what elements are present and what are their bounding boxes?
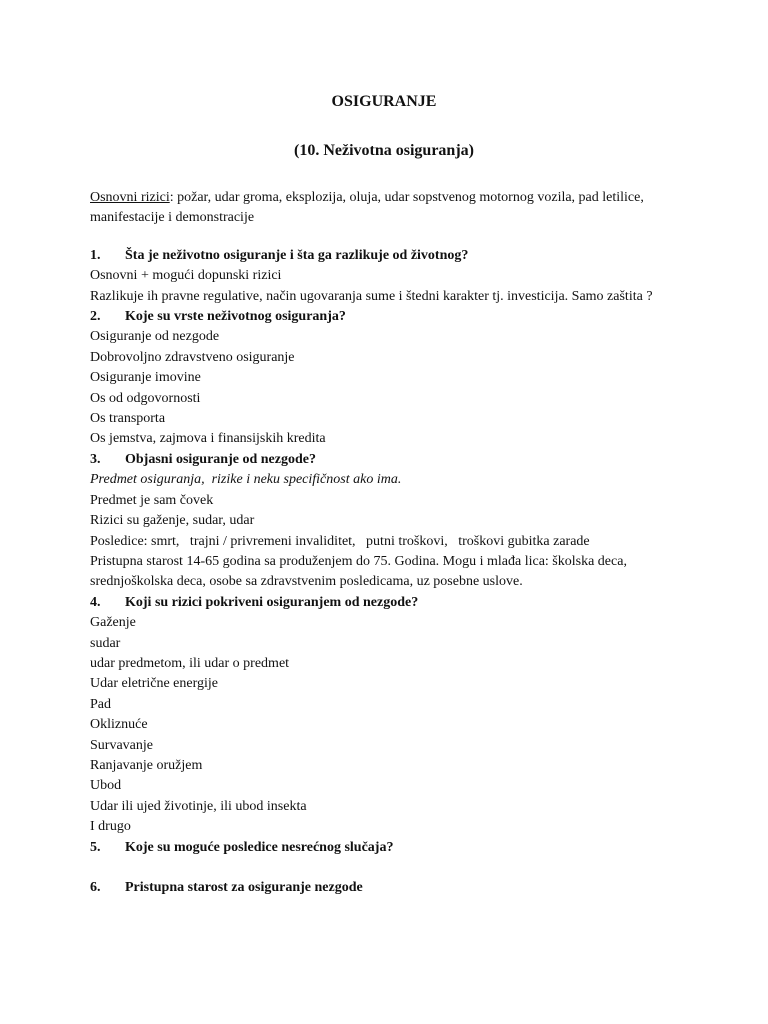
answer-line: Osnovni + mogući dopunski rizici bbox=[90, 268, 282, 284]
blank-line bbox=[90, 858, 680, 878]
answer-line: Okliznuće bbox=[90, 717, 148, 733]
answer-hint-line: Predmet osiguranja, rizike i neku specifičnost ako ima. bbox=[90, 472, 402, 488]
question-number: 2. bbox=[90, 309, 101, 325]
question-heading bbox=[90, 307, 680, 327]
question-text: Pristupna starost za osiguranje nezgode bbox=[125, 880, 363, 896]
answer-line: Udar ili ujed životinje, ili ubod insekta bbox=[90, 798, 307, 814]
document-body bbox=[90, 188, 680, 899]
question-number: 6. bbox=[90, 880, 101, 896]
answer-line: Posledice: smrt, trajni / privremeni invaliditet, putni troškovi, troškovi gubitka zarade bbox=[90, 533, 590, 549]
question-number: 5. bbox=[90, 839, 101, 855]
question-number: 3. bbox=[90, 451, 101, 467]
intro-text: : požar, udar groma, eksplozija, oluja, udar sopstvenog motornog vozila, pad letilice, manifestacije i demonstracije bbox=[90, 190, 644, 226]
question-heading bbox=[90, 450, 680, 470]
answer-line: Ubod bbox=[90, 778, 122, 794]
answer-line: Osiguranje od nezgode bbox=[90, 329, 220, 345]
document-title: OSIGURANJE bbox=[331, 93, 437, 110]
answer-line: Pristupna starost 14-65 godina sa produženjem do 75. Godina. Mogu i mlađa lica: školska deca, srednjoškolska deca, osobe sa zdravstvenim posledicama, uz posebne uslove. bbox=[90, 553, 631, 590]
answer-line: Survavanje bbox=[90, 737, 153, 753]
intro-paragraph bbox=[90, 188, 680, 229]
answer-line: udar predmetom, ili udar o predmet bbox=[90, 655, 290, 671]
answer-line: sudar bbox=[90, 635, 121, 651]
question-heading bbox=[90, 246, 680, 266]
document-subtitle: (10. Neživotna osiguranja) bbox=[294, 142, 474, 159]
question-text: Koje su moguće posledice nesrećnog slučaja? bbox=[125, 839, 394, 855]
answer-line: Rizici su gaženje, sudar, udar bbox=[90, 513, 255, 529]
answer-line: Razlikuje ih pravne regulative, način ugovaranja sume i štedni karakter tj. investicija. Samo zaštita ? bbox=[90, 288, 653, 304]
question-text: Objasni osiguranje od nezgode? bbox=[125, 451, 316, 467]
question-heading bbox=[90, 878, 680, 898]
answer-line: Os jemstva, zajmova i finansijskih kredita bbox=[90, 431, 326, 447]
intro-label: Osnovni rizici bbox=[90, 190, 170, 205]
answer-line: Gaženje bbox=[90, 615, 136, 631]
question-number: 1. bbox=[90, 247, 101, 263]
question-text: Koje su vrste neživotnog osiguranja? bbox=[125, 309, 346, 325]
answer-line: Predmet je sam čovek bbox=[90, 492, 214, 508]
question-heading bbox=[90, 838, 680, 858]
answer-line: Os transporta bbox=[90, 411, 166, 427]
answer-line: Udar eletrične energije bbox=[90, 676, 219, 692]
answer-line: I drugo bbox=[90, 819, 131, 835]
question-heading bbox=[90, 593, 680, 613]
answer-line: Os od odgovornosti bbox=[90, 390, 201, 406]
answer-line: Ranjavanje oružjem bbox=[90, 757, 203, 773]
answer-line: Pad bbox=[90, 696, 111, 712]
question-text: Šta je neživotno osiguranje i šta ga razlikuje od životnog? bbox=[125, 247, 469, 263]
answer-line: Osiguranje imovine bbox=[90, 370, 201, 386]
question-text: Koji su rizici pokriveni osiguranjem od nezgode? bbox=[125, 594, 419, 610]
question-number: 4. bbox=[90, 594, 101, 610]
answer-line: Dobrovoljno zdravstveno osiguranje bbox=[90, 349, 295, 365]
